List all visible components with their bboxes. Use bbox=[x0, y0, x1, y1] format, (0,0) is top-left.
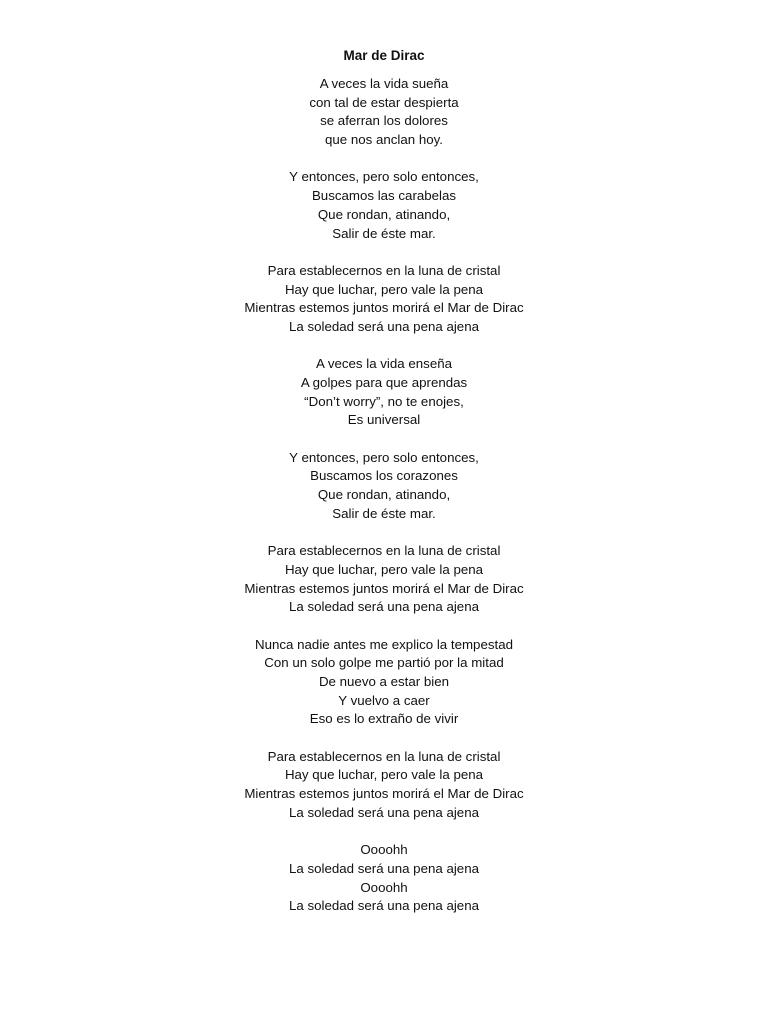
stanza bbox=[0, 168, 768, 243]
poem-line: Mientras estemos juntos morirá el Mar de Dirac bbox=[244, 300, 524, 316]
poem-line: Y entonces, pero solo entonces, bbox=[289, 449, 479, 465]
poem-line: Que rondan, atinando, bbox=[317, 206, 451, 222]
poem-line: “Don’t worry”, no te enojes, bbox=[304, 393, 464, 409]
poem-line: Hay que luchar, pero vale la pena bbox=[284, 561, 484, 577]
poem-line: La soledad será una pena ajena bbox=[288, 599, 479, 615]
poem-line: que nos anclan hoy. bbox=[324, 132, 444, 148]
poem-line: La soledad será una pena ajena bbox=[288, 804, 479, 820]
poem-line: Para establecernos en la luna de cristal bbox=[267, 262, 501, 278]
poem-line: Buscamos las carabelas bbox=[311, 188, 457, 204]
poem-line: A veces la vida sueña bbox=[319, 76, 449, 91]
poem-line: A veces la vida enseña bbox=[315, 356, 452, 372]
stanza bbox=[0, 748, 768, 823]
poem-line: con tal de estar despierta bbox=[309, 94, 459, 110]
poem-line: Oooohh bbox=[360, 879, 408, 895]
stanza bbox=[0, 841, 768, 916]
stanza bbox=[0, 449, 768, 524]
poem-line: Buscamos los corazones bbox=[310, 468, 458, 484]
poem-line: De nuevo a estar bien bbox=[318, 674, 450, 689]
poem-line: Hay que luchar, pero vale la pena bbox=[284, 767, 484, 783]
poem-line: Hay que luchar, pero vale la pena bbox=[284, 281, 484, 297]
poem-line: Oooohh bbox=[360, 842, 408, 858]
stanza bbox=[0, 542, 768, 617]
poem-line: A golpes para que aprendas bbox=[300, 375, 468, 390]
poem-line: Y vuelvo a caer bbox=[338, 692, 430, 708]
poem-line: Con un solo golpe me partió por la mitad bbox=[264, 655, 504, 671]
poem-line: La soledad será una pena ajena bbox=[288, 860, 479, 876]
poem-line: se aferran los dolores bbox=[320, 113, 448, 129]
poem-line: La soledad será una pena ajena bbox=[288, 898, 479, 914]
poem-line: Salir de éste mar. bbox=[332, 225, 436, 241]
stanza bbox=[0, 262, 768, 337]
poem-line: Para establecernos en la luna de cristal bbox=[267, 543, 501, 559]
poem-line: Salir de éste mar. bbox=[332, 505, 436, 521]
poem-line: La soledad será una pena ajena bbox=[288, 318, 479, 334]
document-title: Mar de Dirac bbox=[343, 48, 425, 63]
poem-body bbox=[0, 75, 768, 935]
stanza bbox=[0, 355, 768, 430]
poem-line: Es universal bbox=[347, 412, 421, 428]
poem-line: Mientras estemos juntos morirá el Mar de Dirac bbox=[244, 580, 524, 596]
stanza bbox=[0, 636, 768, 729]
poem-line: Eso es lo extraño de vivir bbox=[309, 711, 459, 727]
poem-line: Mientras estemos juntos morirá el Mar de Dirac bbox=[244, 786, 524, 802]
poem-line: Nunca nadie antes me explico la tempestad bbox=[255, 636, 513, 652]
poem-line: Y entonces, pero solo entonces, bbox=[289, 169, 479, 185]
stanza bbox=[0, 75, 768, 150]
poem-line: Para establecernos en la luna de cristal bbox=[267, 748, 501, 764]
poem-line: Que rondan, atinando, bbox=[317, 487, 451, 503]
